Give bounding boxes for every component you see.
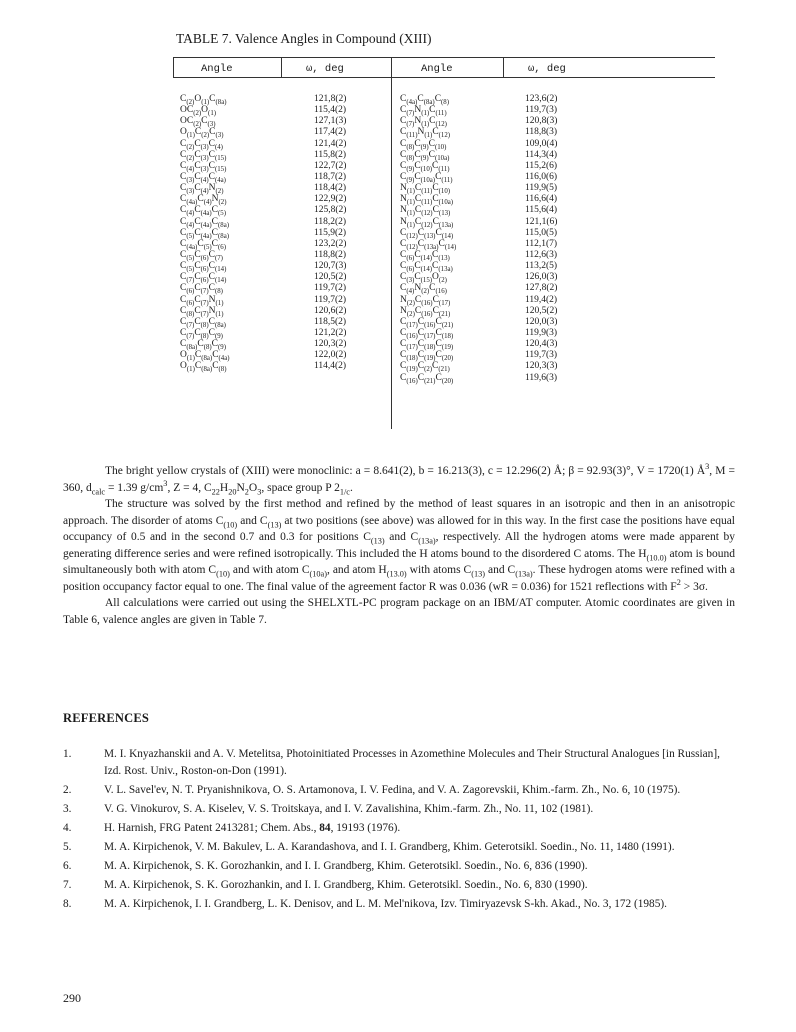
angle-cell: $C_{(4)}C_{(4a)}C_{(5)}$ <box>180 205 226 218</box>
angle-value-cell: 112,6(3) <box>525 249 558 260</box>
angle-cell: $C_{(4)}C_{(3)}C_{(15)}$ <box>180 160 227 173</box>
angle-cell: $C_{(11)}N_{(1)}C_{(12)}$ <box>400 127 451 140</box>
angle-cell: $N_{(1)}C_{(12)}C_{(13a)}$ <box>400 216 454 229</box>
reference-number: 1. <box>63 748 72 760</box>
angle-value-cell: 123,6(2) <box>525 94 558 104</box>
page-number: 290 <box>63 991 81 1005</box>
angle-cell: $C_{(5)}C_{(6)}C_{(7)}$ <box>180 249 223 262</box>
angle-cell: $C_{(18)}C_{(19)}C_{(20)}$ <box>400 350 454 363</box>
angle-cell: $C_{(8)}C_{(7)}N_{(1)}$ <box>180 305 224 318</box>
angle-cell: $O_{(1)}C_{(8a)}C_{(4a)}$ <box>180 350 230 363</box>
angle-value-cell: 113,2(5) <box>525 261 558 272</box>
reference-item <box>63 877 735 894</box>
angle-value-cell: 119,9(5) <box>525 183 558 194</box>
reference-item <box>63 896 735 913</box>
angle-value-cell: 118,4(2) <box>314 183 347 194</box>
angle-cell: $N_{(2)}C_{(16)}C_{(17)}$ <box>400 294 451 307</box>
reference-text: M. A. Kirpichenok, S. K. Gorozhankin, and I. I. Grandberg, Khim. Geterotsikl. Soedin., No. 6, 836 (1990). <box>104 860 588 872</box>
angle-value-cell: 121,8(2) <box>314 94 347 104</box>
refinement-paragraph: The structure was solved by the first method and refined by the method of least squares in an isotropic and then in an anisotropic approach. The disorder of atoms $C_{(10)}$ and $C_{(13)}$ at two positions (see above) was allowed for in this way. In the first case the positions have equal occupancy of 0.5 and in the second 0.7 and 0.3 for positions $C_{(13)}$ and $C_{(13a)}$, respectively. All the hydrogen atoms were made apparent by generating difference series and were refined isotropically. This included the H atoms bound to the disordered C atoms. The $H_{(10.0)}$ atom is bound simultaneously both with atom $C_{(10)}$ and with atom $C_{(10a)}$, and atom $H_{(13.0)}$ with atoms $C_{(13)}$ and $C_{(13a)}$. These hydrogen atoms were refined with a position occupancy factor equal to one. The final value of the agreement factor R was 0.036 (wR = 0.036) for 1521 reflections with $F^2 > 3\sigma$. <box>63 498 736 593</box>
angle-value-cell: 120,0(3) <box>525 316 558 327</box>
angle-value-cell: 119,9(3) <box>525 327 558 338</box>
left-angle-column <box>180 94 230 373</box>
angle-value-cell: 119,6(3) <box>525 372 558 383</box>
angle-value-cell: 114,3(4) <box>525 149 558 160</box>
angle-value-cell: 122,9(2) <box>314 194 347 205</box>
reference-number: 7. <box>63 879 72 891</box>
angle-cell: $OC_{(2)}O_{(1)}$ <box>180 105 217 118</box>
angle-cell: $C_{(6)}C_{(14)}C_{(13)}$ <box>400 249 450 262</box>
angle-cell: $N_{(1)}C_{(11)}C_{(10)}$ <box>400 183 451 196</box>
angle-value-cell: 119,7(3) <box>525 350 558 361</box>
reference-number: 8. <box>63 898 72 910</box>
angle-value-cell: 114,4(2) <box>314 361 347 372</box>
angle-cell: $N_{(1)}C_{(12)}C_{(13)}$ <box>400 205 451 218</box>
angle-value-cell: 115,6(4) <box>525 205 558 216</box>
reference-number: 2. <box>63 784 72 796</box>
angle-cell: $C_{(4)}C_{(4a)}C_{(8a)}$ <box>180 216 229 229</box>
table-left-border <box>173 57 174 77</box>
angle-cell: $C_{(7)}N_{(1)}C_{(12)}$ <box>400 116 447 129</box>
angle-cell: $C_{(19)}C_{(2)}C_{(21)}$ <box>400 361 450 374</box>
angle-value-cell: 115,0(5) <box>525 227 558 238</box>
table-header-rule <box>173 77 715 78</box>
reference-number: 4. <box>63 822 72 834</box>
right-value-column <box>525 94 557 384</box>
angle-cell: $C_{(4)}N_{(2)}C_{(16)}$ <box>400 283 447 296</box>
crystal-data-paragraph: The bright yellow crystals of (XIII) were monoclinic: a = 8.641(2), b = 16.213(3), c = 12.296(2) Å; β = 92.93(3)°, V = 1720(1) $Å^3$, M = 360, $d_{calc} = 1.39$ $g/cm^3$, Z = 4, $C_{22}H_{20}N_2O_3$, space group P $2_{1/c}$. <box>63 462 736 496</box>
angle-cell: $C_{(5)}C_{(4a)}C_{(8a)}$ <box>180 227 229 240</box>
angle-value-cell: 120,6(2) <box>314 305 347 316</box>
angle-cell: $C_{(6)}C_{(14)}C_{(13a)}$ <box>400 261 453 273</box>
angle-value-cell: 119,7(3) <box>525 105 558 116</box>
angle-cell: $C_{(9)}C_{(10)}C_{(11)}$ <box>400 160 450 173</box>
angle-cell: $O_{(1)}C_{(8a)}C_{(8)}$ <box>180 361 227 374</box>
angle-value-cell: 121,1(6) <box>525 216 558 227</box>
angle-cell: $N_{(2)}C_{(16)}C_{(21)}$ <box>400 305 451 318</box>
reference-text: M. I. Knyazhanskii and A. V. Metelitsa, Photoinitiated Processes in Azomethine Molecules and Their Structural Analogues [in Russian], Izd. Rost. Univ., Roston-on-Don (1991). <box>104 748 720 777</box>
angle-cell: $C_{(17)}C_{(18)}C_{(19)}$ <box>400 339 454 351</box>
reference-number: 5. <box>63 841 72 853</box>
angle-value-cell: 125,8(2) <box>314 205 347 216</box>
table-col-sep-1 <box>281 57 282 77</box>
angle-value-cell: 121,2(2) <box>314 327 347 338</box>
angle-cell: $C_{(16)}C_{(17)}C_{(18)}$ <box>400 327 454 340</box>
angle-value-cell: 116,0(6) <box>525 171 558 182</box>
angle-value-cell: 120,7(3) <box>314 261 347 272</box>
angle-cell: $C_{(6)}C_{(7)}C_{(8)}$ <box>180 283 223 296</box>
angle-value-cell: 115,8(2) <box>314 149 347 160</box>
angle-cell: $C_{(4a)}C_{(4)}N_{(2)}$ <box>180 194 227 207</box>
left-value-column <box>314 94 346 373</box>
angle-cell: $C_{(8a)}C_{(8)}C_{(9)}$ <box>180 339 226 351</box>
angle-cell: $C_{(6)}C_{(7)}N_{(1)}$ <box>180 294 224 307</box>
angle-value-cell: 123,2(2) <box>314 238 347 249</box>
angle-cell: $C_{(2)}O_{(1)}C_{(8a)}$ <box>180 94 227 106</box>
angle-cell: $C_{(9)}C_{(10a)}C_{(11)}$ <box>400 171 453 184</box>
reference-text: H. Harnish, FRG Patent 2413281; Chem. Abs., 84, 19193 (1976). <box>104 822 401 834</box>
reference-text: V. G. Vinokurov, S. A. Kiselev, V. S. Troitskaya, and I. V. Zavalishina, Khim.-farm. Zh., No. 11, 102 (1981). <box>104 803 594 815</box>
reference-text: M. A. Kirpichenok, S. K. Gorozhankin, and I. I. Grandberg, Khim. Geterotsikl. Soedin., No. 6, 830 (1990). <box>104 879 588 891</box>
references-heading: REFERENCES <box>63 711 150 725</box>
reference-number: 6. <box>63 860 72 872</box>
calculations-paragraph: All calculations were carried out using the SHELXTL-PC program package on an IBM/AT computer. Atomic coordinates are given in Table 6, valence angles are given in Table 7. <box>63 597 735 626</box>
reference-number: 3. <box>63 803 72 815</box>
angle-value-cell: 120,5(2) <box>525 305 558 316</box>
angle-cell: $C_{(8)}C_{(9)}C_{(10)}$ <box>400 138 447 151</box>
angle-value-cell: 117,4(2) <box>314 127 347 138</box>
angle-value-cell: 119,4(2) <box>525 294 558 305</box>
valence-angles-table <box>173 57 715 429</box>
header-omega-right: ω, deg <box>528 63 566 75</box>
header-angle-right: Angle <box>421 63 453 75</box>
angle-value-cell: 115,4(2) <box>314 105 347 116</box>
reference-item <box>63 746 735 780</box>
angle-cell: $C_{(17)}C_{(16)}C_{(21)}$ <box>400 316 454 329</box>
right-angle-column <box>400 94 456 384</box>
angle-cell: $C_{(8)}C_{(9)}C_{(10a)}$ <box>400 149 450 162</box>
angle-value-cell: 122,0(2) <box>314 350 347 361</box>
angle-value-cell: 120,5(2) <box>314 272 347 283</box>
body-text <box>63 463 735 628</box>
reference-item <box>63 820 735 837</box>
angle-cell: $C_{(7)}N_{(1)}C_{(11)}$ <box>400 105 447 118</box>
angle-value-cell: 120,3(3) <box>525 361 558 372</box>
angle-cell: $C_{(4a)}C_{(8a)}C_{(8)}$ <box>400 94 449 106</box>
reference-text: V. L. Savel'ev, N. T. Pryanishnikova, O. S. Artamonova, I. V. Fedina, and V. A. Zagorevskii, Khim.-farm. Zh., No. 6, 10 (1975). <box>104 784 681 796</box>
angle-value-cell: 120,8(3) <box>525 116 558 127</box>
angle-value-cell: 109,0(4) <box>525 138 558 149</box>
angle-value-cell: 119,7(2) <box>314 294 347 305</box>
angle-cell: $C_{(3)}C_{(4)}C_{(4a)}$ <box>180 171 226 184</box>
angle-cell: $N_{(1)}C_{(11)}C_{(10a)}$ <box>400 194 454 207</box>
angle-value-cell: 126,0(3) <box>525 272 558 283</box>
angle-value-cell: 120,3(2) <box>314 339 347 350</box>
angle-cell: $C_{(12)}C_{(13)}C_{(14)}$ <box>400 227 454 240</box>
angle-cell: $C_{(16)}C_{(21)}C_{(20)}$ <box>400 372 454 385</box>
reference-item <box>63 839 735 856</box>
angle-value-cell: 116,6(4) <box>525 194 558 205</box>
angle-cell: $C_{(4a)}C_{(5)}C_{(6)}$ <box>180 238 226 251</box>
angle-value-cell: 127,8(2) <box>525 283 558 294</box>
table-top-rule <box>173 57 715 58</box>
angle-value-cell: 115,9(2) <box>314 227 347 238</box>
reference-text: M. A. Kirpichenok, I. I. Grandberg, L. K. Denisov, and L. M. Mel'nikova, Izv. Timiryazevsk S-kh. Akad., No. 3, 172 (1985). <box>104 898 667 910</box>
references-list <box>63 746 735 915</box>
angle-value-cell: 120,4(3) <box>525 339 558 350</box>
angle-value-cell: 121,4(2) <box>314 138 347 149</box>
angle-value-cell: 127,1(3) <box>314 116 347 127</box>
angle-value-cell: 118,8(2) <box>314 249 347 260</box>
reference-item <box>63 801 735 818</box>
reference-item <box>63 782 735 799</box>
angle-cell: $C_{(7)}C_{(6)}C_{(14)}$ <box>180 272 227 285</box>
angle-value-cell: 118,7(2) <box>314 171 347 182</box>
header-omega-left: ω, deg <box>306 63 344 75</box>
angle-value-cell: 119,7(2) <box>314 283 347 294</box>
angle-value-cell: 118,2(2) <box>314 216 347 227</box>
angle-cell: $C_{(2)}C_{(3)}C_{(15)}$ <box>180 149 227 162</box>
angle-value-cell: 118,5(2) <box>314 316 347 327</box>
angle-value-cell: 115,2(6) <box>525 160 558 171</box>
table-caption: TABLE 7. Valence Angles in Compound (XIII) <box>176 31 432 46</box>
angle-value-cell: 118,8(3) <box>525 127 558 138</box>
reference-item <box>63 858 735 875</box>
angle-cell: $C_{(3)}C_{(15)}O_{(2)}$ <box>400 272 447 285</box>
angle-cell: $C_{(5)}C_{(6)}C_{(14)}$ <box>180 261 227 273</box>
table-col-sep-3 <box>503 57 504 77</box>
angle-cell: $C_{(7)}C_{(8)}C_{(9)}$ <box>180 327 223 340</box>
angle-cell: $O_{(1)}C_{(2)}C_{(3)}$ <box>180 127 224 140</box>
angle-cell: $C_{(7)}C_{(8)}C_{(8a)}$ <box>180 316 226 329</box>
angle-cell: $C_{(2)}C_{(3)}C_{(4)}$ <box>180 138 223 151</box>
angle-cell: $C_{(3)}C_{(4)}N_{(2)}$ <box>180 183 224 196</box>
header-angle-left: Angle <box>201 63 233 75</box>
reference-text: M. A. Kirpichenok, V. M. Bakulev, L. A. Karandashova, and I. I. Grandberg, Khim. Geterotsikl. Soedin., No. 11, 1480 (1991). <box>104 841 675 853</box>
angle-value-cell: 112,1(7) <box>525 238 558 249</box>
table-col-sep-mid <box>391 57 392 429</box>
angle-cell: $C_{(12)}C_{(13a)}C_{(14)}$ <box>400 238 457 251</box>
angle-cell: $OC_{(2)}C_{(3)}$ <box>180 116 216 129</box>
angle-value-cell: 122,7(2) <box>314 160 347 171</box>
